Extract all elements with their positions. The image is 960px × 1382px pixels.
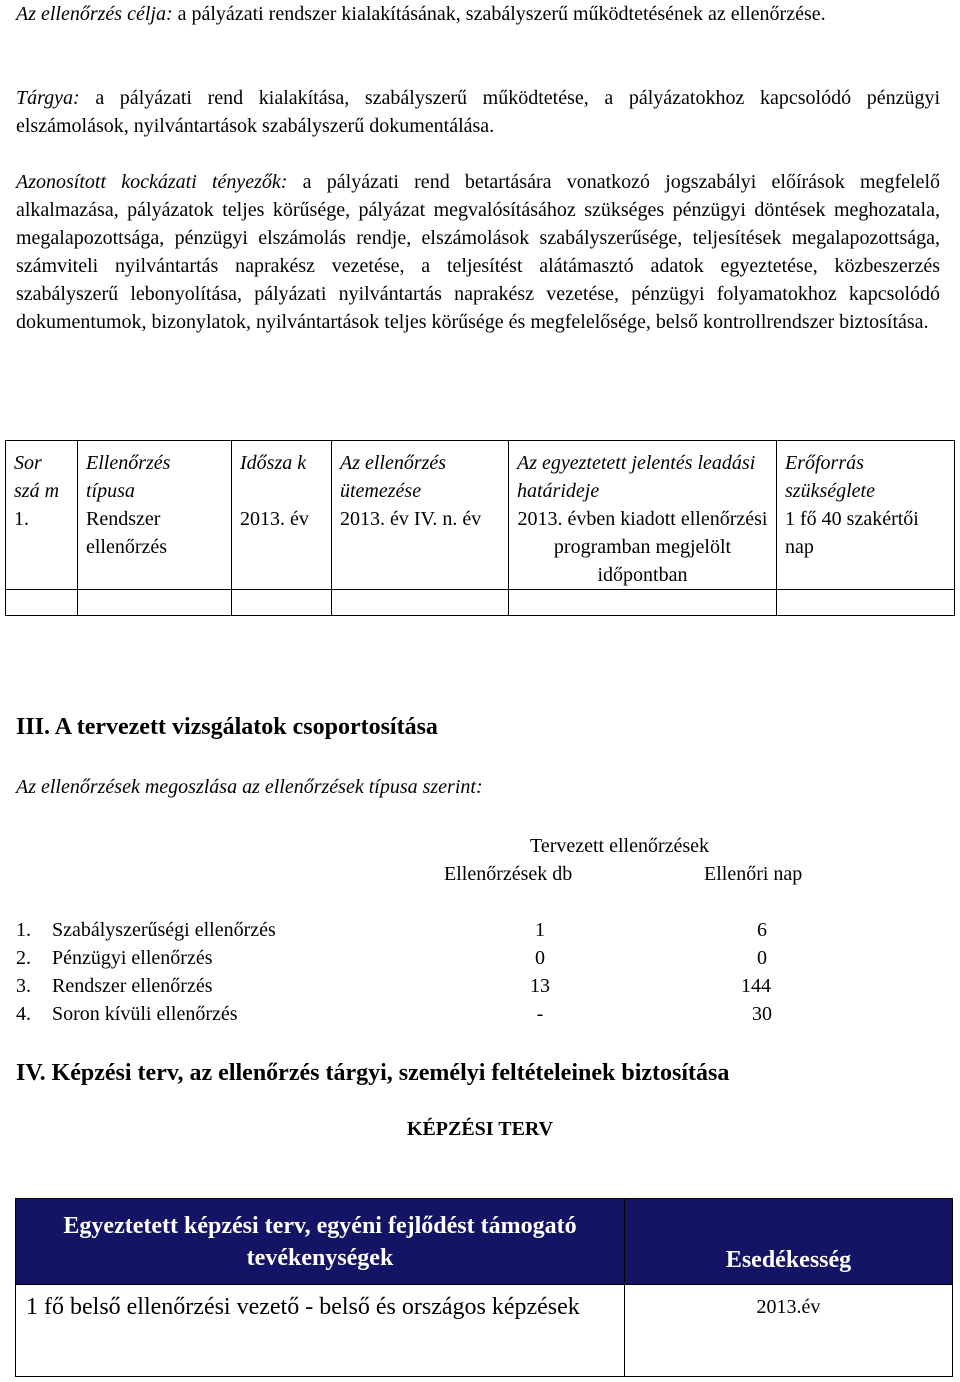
cell-schedule: 2013. év IV. n. év (332, 505, 509, 590)
item-days: 0 (757, 947, 767, 969)
risk-factors-label: Azonosított kockázati tényezők: (16, 171, 288, 193)
header-schedule: Az ellenőrzés ütemezése (332, 441, 509, 506)
cell-resources: 1 fő 40 szakértői nap (777, 505, 955, 590)
training-plan-table (15, 1198, 953, 1377)
item-days: 144 (741, 975, 771, 997)
header-report-deadline: Az egyeztetett jelentés leadási határideje (509, 441, 777, 506)
empty-cell (509, 590, 777, 616)
training-due-cell: 2013.év (625, 1285, 953, 1377)
training-due-header: Esedékesség (625, 1199, 953, 1285)
risk-factors-paragraph (16, 168, 940, 336)
training-activity-cell: 1 fő belső ellenőrzési vezető - belső és országos képzések (16, 1285, 625, 1377)
empty-cell (6, 590, 78, 616)
planned-audits-header: Tervezett ellenőrzések (530, 835, 710, 857)
days-column-header: Ellenőri nap (704, 863, 803, 885)
risk-factors-text: a pályázati rend betartására vonatkozó jogszabályi előírások megfelelő alkalmazása, pályázatok teljes körűsége, pályázat megvalósításához szükséges pénzügyi döntések meghozatala, megalapozottsága, pénzügyi elszámolás rendje, elszámolások szabályszerűsége, teljesítések megalapozottsága, számviteli nyilvántartás naprakész vezetése, a teljesítést alátámasztó adatok egyeztetése, közbeszerzés szabályszerű lebonyolítása, pályázati nyilvántartás naprakész vezetése, pénzügyi folyamatokhoz kapcsolódó dokumentumok, bizonylatok, nyilvántartások teljes körűsége és megfelelősége, belső kontrollrendszer biztosítása. (16, 171, 941, 333)
item-number: 1. (16, 919, 31, 941)
item-label: Szabályszerűségi ellenőrzés (52, 919, 276, 941)
item-count: - (536, 1003, 544, 1025)
section-3-subheading: Az ellenőrzések megoszlása az ellenőrzések típusa szerint: (16, 776, 483, 798)
subject-text: a pályázati rend kialakítása, szabályszerű működtetése, a pályázatokhoz kapcsolódó pénzügyi elszámolások, nyilvántartások szabályszerű dokumentálása. (16, 87, 940, 137)
header-sequence: Sor szá m (6, 441, 78, 506)
audit-goal-paragraph (16, 0, 940, 28)
item-label: Soron kívüli ellenőrzés (52, 1003, 238, 1025)
training-activity-header: Egyeztetett képzési terv, egyéni fejlődést támogató tevékenységek (16, 1199, 625, 1285)
count-column-header: Ellenőrzések db (444, 863, 573, 885)
item-number: 2. (16, 947, 31, 969)
header-period: Idősza k (232, 441, 332, 506)
item-label: Rendszer ellenőrzés (52, 975, 213, 997)
cell-sequence: 1. (6, 505, 78, 590)
training-header-row (16, 1199, 953, 1285)
audit-plan-table (5, 440, 955, 616)
audit-goal-label: Az ellenőrzés célja: (16, 3, 173, 25)
section-3-heading: III. A tervezett vizsgálatok csoportosítása (16, 714, 438, 740)
table-row (6, 505, 955, 590)
item-number: 3. (16, 975, 31, 997)
item-count: 13 (530, 975, 550, 997)
empty-cell (332, 590, 509, 616)
subject-label: Tárgya: (16, 87, 80, 109)
audit-goal-text: a pályázati rendszer kialakításának, szabályszerű működtetésének az ellenőrzése. (172, 3, 826, 25)
subject-paragraph (16, 84, 940, 140)
section-4-heading: IV. Képzési terv, az ellenőrzés tárgyi, személyi feltételeinek biztosítása (16, 1060, 730, 1086)
empty-cell (777, 590, 955, 616)
training-plan-title: KÉPZÉSI TERV (406, 1118, 554, 1140)
item-label: Pénzügyi ellenőrzés (52, 947, 213, 969)
cell-audit-type: Rendszer ellenőrzés (78, 505, 232, 590)
item-days: 6 (757, 919, 767, 941)
empty-cell (78, 590, 232, 616)
table-row (16, 1285, 953, 1377)
cell-period: 2013. év (232, 505, 332, 590)
table-row-empty (6, 590, 955, 616)
header-audit-type: Ellenőrzés típusa (78, 441, 232, 506)
item-number: 4. (16, 1003, 31, 1025)
item-days: 30 (752, 1003, 772, 1025)
audit-plan-header-row (6, 441, 955, 506)
cell-report-deadline: 2013. évben kiadott ellenőrzési programban megjelölt időpontban (509, 505, 777, 590)
empty-cell (232, 590, 332, 616)
item-count: 0 (535, 947, 545, 969)
header-resources: Erőforrás szükséglete (777, 441, 955, 506)
item-count: 1 (535, 919, 545, 941)
